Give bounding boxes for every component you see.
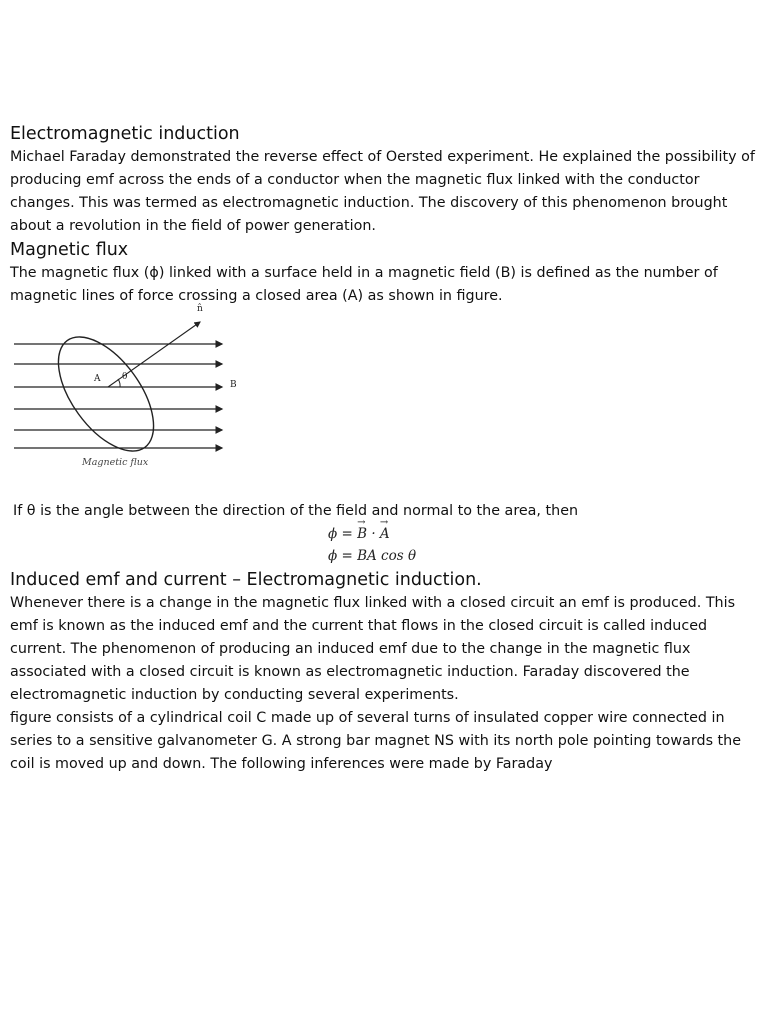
document-page	[10, 122, 758, 776]
vector-a: → A	[380, 523, 390, 545]
angle-arc	[118, 379, 120, 387]
paragraph-induced-emf: Whenever there is a change in the magnetic flux linked with a closed circuit an emf is produced. This emf is known as the induced emf and the current that flows in the closed circuit is called induced current. The phenomenon of producing an induced emf due to the change in the magnetic flux associated with a closed circuit is known as electromagnetic induction. Faraday discovered the electromagnetic induction by conducting several experiments.	[10, 595, 736, 703]
eq1-lhs: ϕ =	[328, 526, 358, 542]
figure-caption: Magnetic flux	[82, 457, 149, 468]
vector-b: → B	[357, 523, 367, 545]
paragraph-angle-condition: If θ is the angle between the direction of the field and normal to the area, then	[13, 503, 579, 519]
heading-magnetic-flux: Magnetic flux	[10, 240, 129, 260]
equation-dot-product	[10, 523, 758, 545]
paragraph-magnetic-flux: The magnetic flux (ϕ) linked with a surface held in a magnetic field (B) is defined as the number of magnetic lines of force crossing a closed area (A) as shown in figure.	[10, 265, 718, 304]
normal-label: n̂	[197, 304, 203, 314]
flux-diagram	[10, 314, 270, 474]
heading-induced-emf: Induced emf and current – Electromagnetic induction.	[10, 570, 482, 590]
eq1-dot: ·	[367, 526, 380, 542]
field-lines	[14, 344, 222, 448]
equation-cosine: ϕ = BA cos θ	[328, 548, 417, 564]
angle-label: θ	[122, 372, 128, 382]
magnetic-flux-figure	[10, 304, 270, 474]
paragraph-faraday-experiment: figure consists of a cylindrical coil C made up of several turns of insulated copper wire connected in series to a sensitive galvanometer G. A strong bar magnet NS with its north pole pointing towards the coil is moved up and down. The following inferences were made by Faraday	[10, 710, 742, 772]
field-label: B	[230, 380, 237, 390]
area-loop	[40, 321, 173, 468]
heading-electromagnetic-induction: Electromagnetic induction	[10, 124, 240, 144]
paragraph-em-induction: Michael Faraday demonstrated the reverse effect of Oersted experiment. He explained the possibility of producing emf across the ends of a conductor when the magnetic flux linked with the conductor changes. This was termed as electromagnetic induction. The discovery of this phenomenon brought about a revolution in the field of power generation.	[10, 149, 755, 234]
area-label: A	[94, 374, 101, 384]
